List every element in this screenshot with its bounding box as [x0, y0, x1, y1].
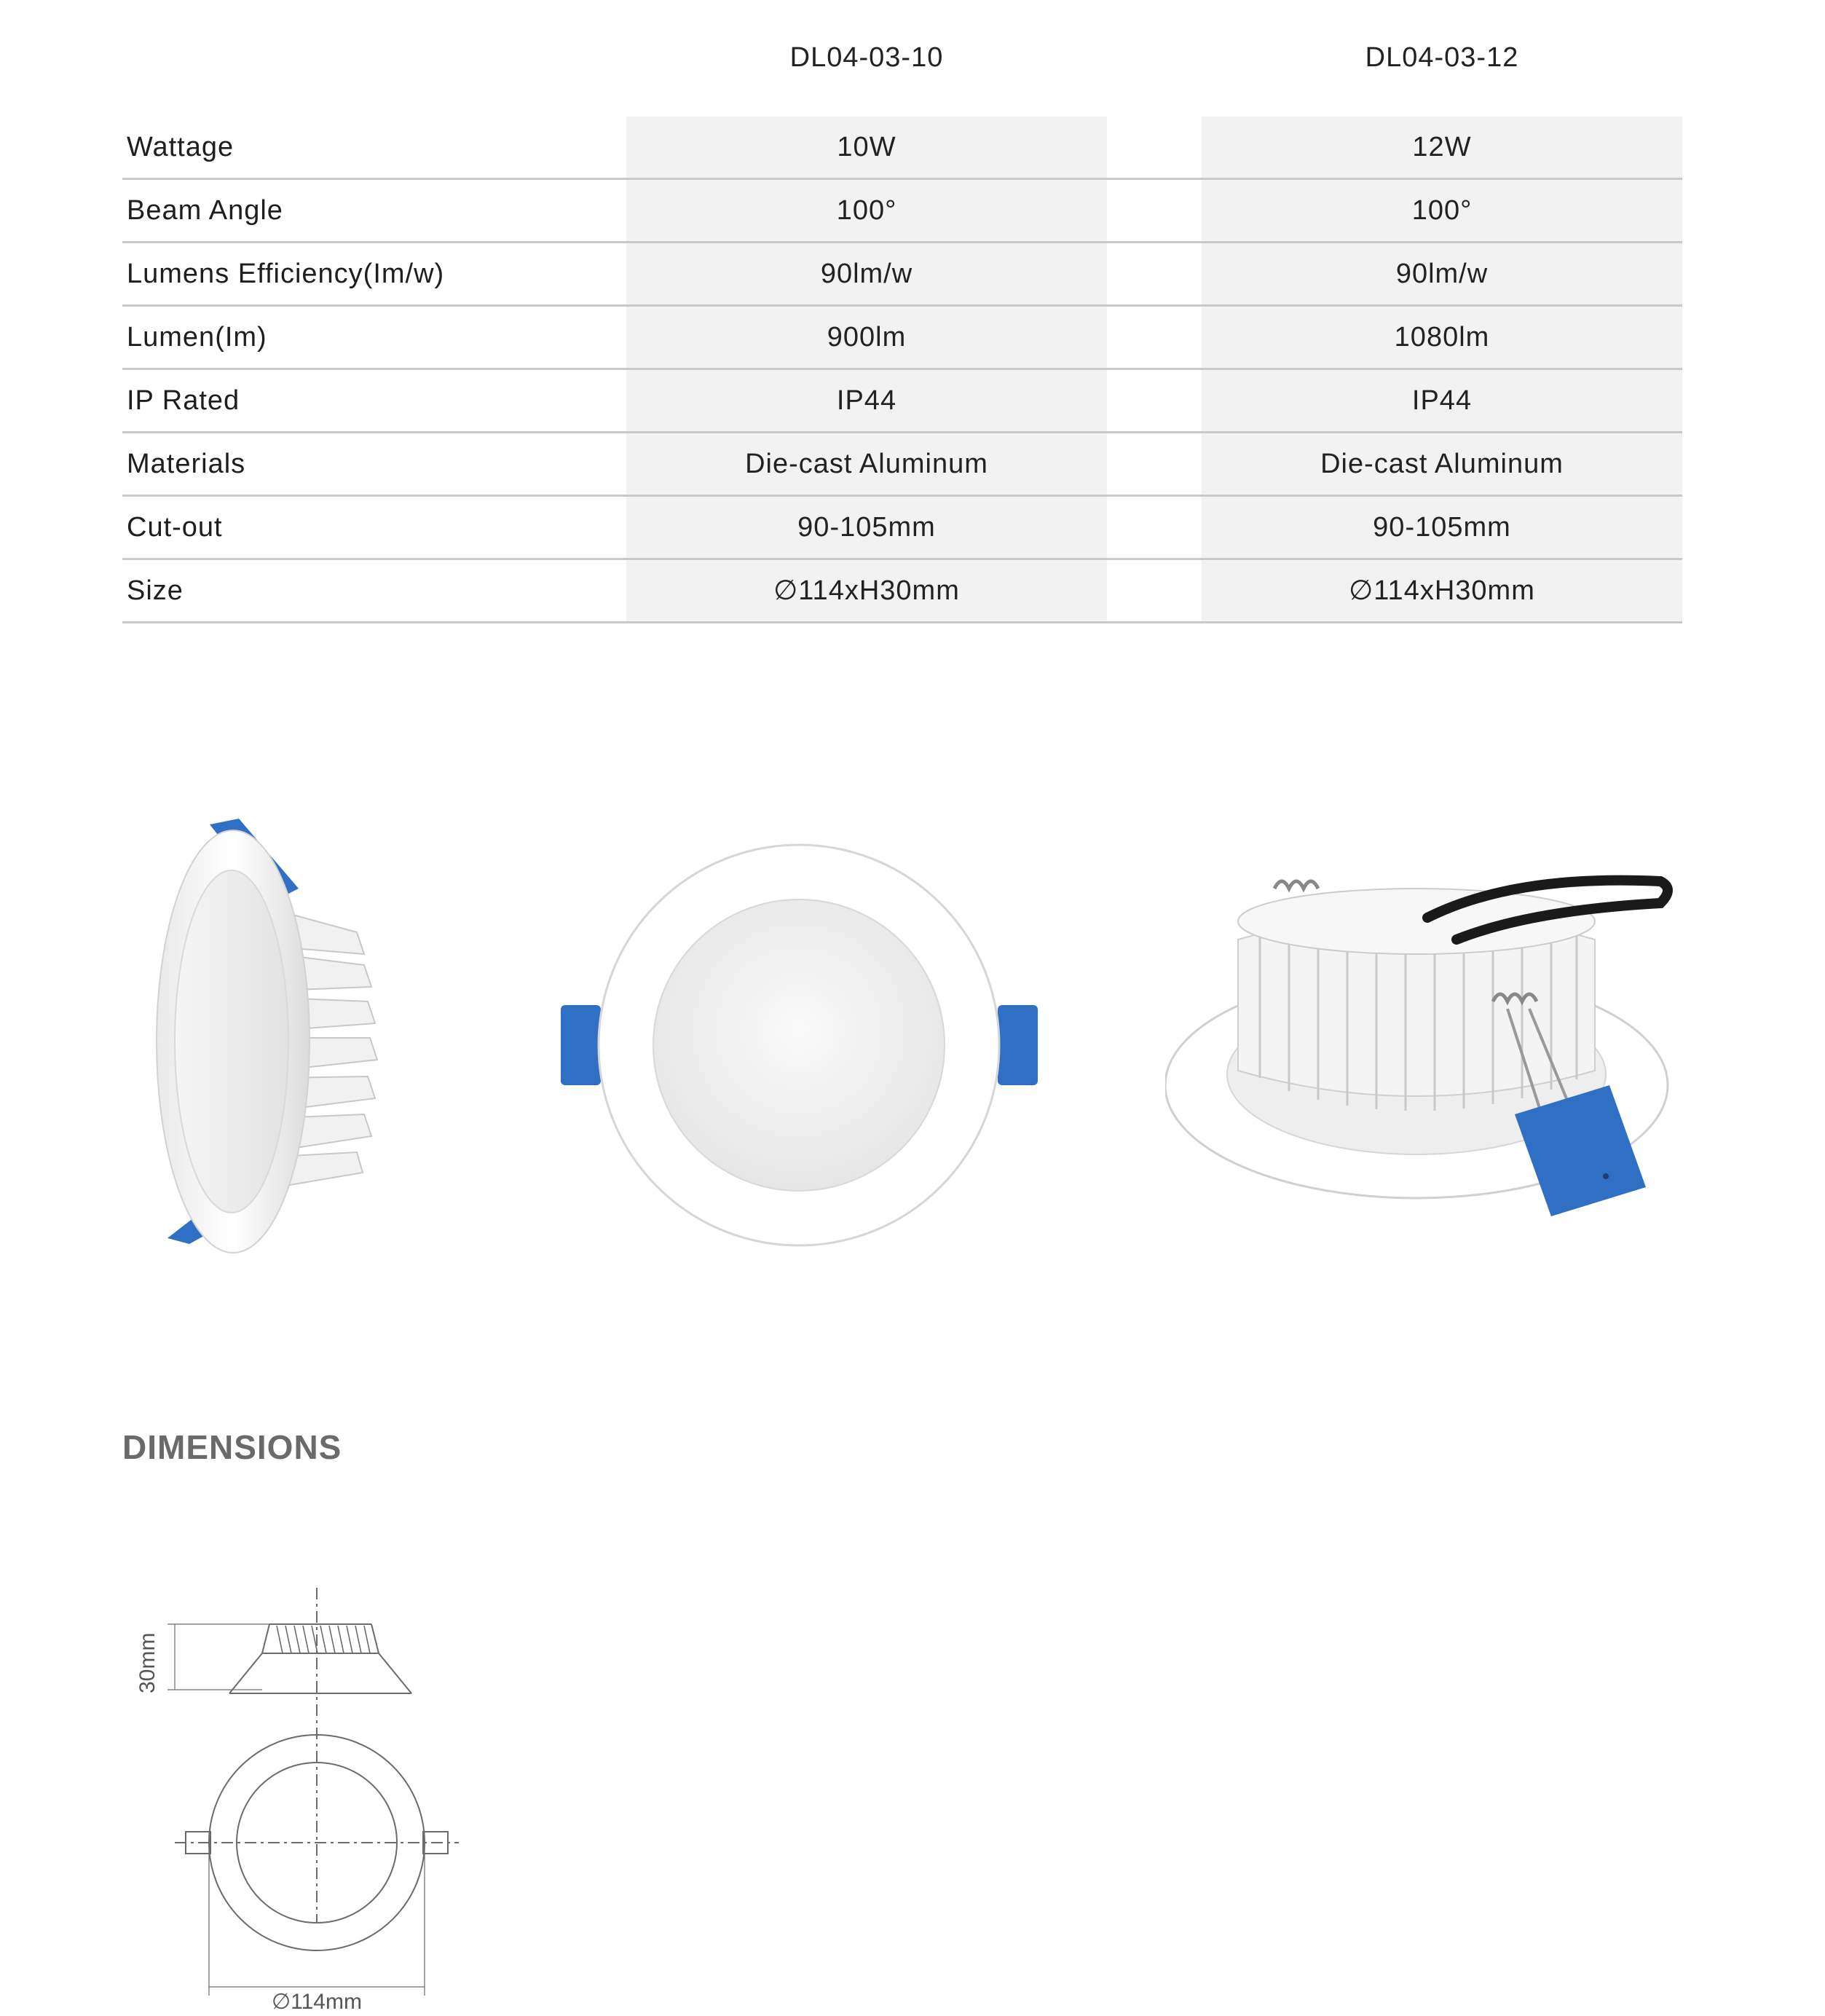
spec-value: 12W [1202, 117, 1682, 178]
dimension-drawing [117, 1573, 495, 2010]
spec-value: ∅114xH30mm [1202, 560, 1682, 621]
spec-label: IP Rated [127, 385, 240, 416]
spec-row-cut-out [122, 497, 1682, 560]
height-dimension-label: 30mm [135, 1632, 159, 1693]
spec-label: Wattage [127, 132, 234, 162]
spec-row-beam-angle [122, 180, 1682, 243]
spec-value: 900lm [626, 307, 1107, 368]
spec-row-size [122, 560, 1682, 623]
spec-label: Lumens Efficiency(Im/w) [127, 259, 445, 289]
spec-value: Die-cast Aluminum [1202, 433, 1682, 495]
spec-row-lumens-efficiency [122, 243, 1682, 307]
spec-row-materials [122, 433, 1682, 497]
spec-label: Beam Angle [127, 195, 283, 226]
spec-row-ip-rated [122, 370, 1682, 433]
spec-value: 10W [626, 117, 1107, 178]
spec-row-lumen [122, 307, 1682, 370]
spec-value: 90-105mm [626, 497, 1107, 558]
spec-value: IP44 [1202, 370, 1682, 431]
product-front-view-image [553, 838, 1049, 1260]
product-rear-view-image [1165, 859, 1690, 1224]
model-header-2: DL04-03-12 [1365, 42, 1519, 73]
diameter-dimension-label: ∅114mm [272, 1990, 362, 2010]
product-side-view-image [146, 808, 393, 1275]
spec-label: Materials [127, 449, 246, 479]
spec-value: Die-cast Aluminum [626, 433, 1107, 495]
spec-value: 90lm/w [626, 243, 1107, 304]
spec-value: IP44 [626, 370, 1107, 431]
spec-value: 90-105mm [1202, 497, 1682, 558]
spec-value: ∅114xH30mm [626, 560, 1107, 621]
spec-label: Size [127, 575, 184, 606]
model-header-1: DL04-03-10 [789, 42, 944, 73]
spec-value: 90lm/w [1202, 243, 1682, 304]
spec-row-wattage [122, 117, 1682, 180]
spec-value: 100° [1202, 180, 1682, 241]
dimensions-title: DIMENSIONS [122, 1428, 342, 1466]
spec-value: 1080lm [1202, 307, 1682, 368]
spec-label: Cut-out [127, 512, 223, 543]
spec-label: Lumen(Im) [127, 322, 267, 353]
spec-value: 100° [626, 180, 1107, 241]
